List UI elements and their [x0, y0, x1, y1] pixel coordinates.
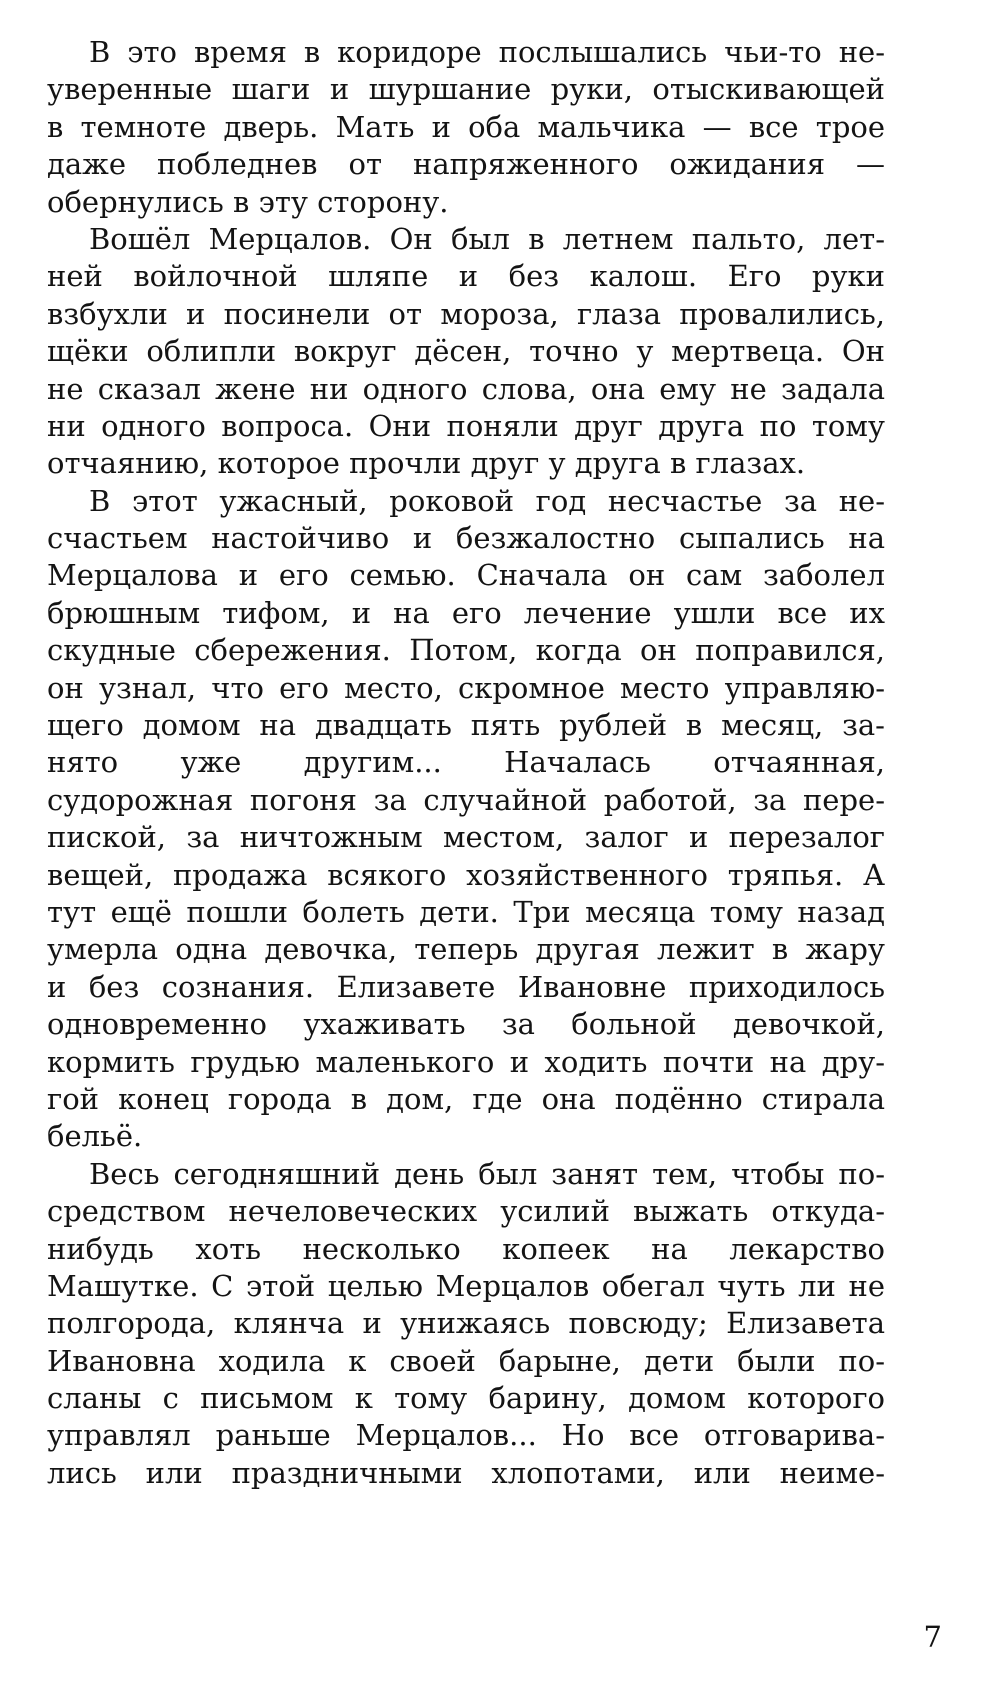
- paragraph-4: [47, 1156, 885, 1493]
- text-line: гой конец города в дом, где она подённо стирала: [47, 1081, 885, 1116]
- text-line: вещей, продажа всякого хозяйственного тряпья. А: [47, 857, 885, 892]
- text-line: умерла одна девочка, теперь другая лежит в жару: [47, 932, 885, 967]
- text-line: щёки облипли вокруг дёсен, точно у мертвеца. Он: [47, 334, 885, 369]
- text-line: кормить грудью маленького и ходить почти на дру-: [47, 1044, 885, 1079]
- text-line: и без сознания. Елизавете Ивановне приходилось: [47, 969, 885, 1004]
- text-line: Мерцалова и его семью. Сначала он сам заболел: [47, 558, 885, 593]
- text-line: пиской, за ничтожным местом, залог и перезалог: [47, 820, 885, 855]
- paragraph-1: [47, 34, 885, 221]
- page-text: [47, 34, 885, 1492]
- text-line: ни одного вопроса. Они поняли друг друга по тому: [47, 408, 885, 443]
- text-line: одновременно ухаживать за больной девочкой,: [47, 1007, 885, 1042]
- text-line: в темноте дверь. Мать и оба мальчика — все трое: [47, 109, 885, 144]
- text-line: брюшным тифом, и на его лечение ушли все их: [47, 595, 885, 630]
- text-line: судорожная погоня за случайной работой, за пере-: [47, 782, 885, 817]
- text-line: нибудь хоть несколько копеек на лекарство: [47, 1231, 885, 1266]
- text-line: сланы с письмом к тому барину, домом которого: [47, 1381, 885, 1416]
- text-line: счастьем настойчиво и безжалостно сыпались на: [47, 521, 885, 556]
- page-number: 7: [923, 1620, 942, 1654]
- text-line: он узнал, что его место, скромное место управляю-: [47, 670, 885, 705]
- text-line: скудные сбережения. Потом, когда он поправился,: [47, 633, 885, 668]
- text-line: лись или праздничными хлопотами, или неиме-: [47, 1455, 885, 1490]
- text-line: полгорода, клянча и унижаясь повсюду; Елизавета: [47, 1306, 885, 1341]
- text-line: ней войлочной шляпе и без калош. Его руки: [47, 259, 885, 294]
- text-line: не сказал жене ни одного слова, она ему не задала: [47, 371, 885, 406]
- text-line: управлял раньше Мерцалов... Но все отговарива-: [47, 1418, 885, 1453]
- text-line: Вошёл Мерцалов. Он был в летнем пальто, лет-: [89, 221, 885, 256]
- text-line: В это время в коридоре послышались чьи-то не-: [89, 35, 885, 69]
- text-line: обернулись в эту сторону.: [47, 184, 449, 219]
- text-line: Машутке. С этой целью Мерцалов обегал чуть ли не: [47, 1268, 885, 1303]
- text-line: взбухли и посинели от мороза, глаза провалились,: [47, 296, 885, 331]
- text-line: отчаянию, которое прочли друг у друга в глазах.: [47, 446, 806, 481]
- text-line: Ивановна ходила к своей барыне, дети были по-: [47, 1343, 885, 1378]
- text-line: бельё.: [47, 1119, 143, 1154]
- paragraph-3: [47, 483, 885, 1156]
- text-line: тут ещё пошли болеть дети. Три месяца тому назад: [47, 894, 885, 929]
- text-line: даже побледнев от напряженного ожидания —: [47, 147, 885, 182]
- text-line: В этот ужасный, роковой год несчастье за не-: [89, 483, 885, 518]
- text-line: средством нечеловеческих усилий выжать откуда-: [47, 1194, 885, 1229]
- text-line: нято уже другим... Началась отчаянная,: [47, 745, 885, 780]
- paragraph-2: [47, 221, 885, 483]
- text-line: уверенные шаги и шуршание руки, отыскивающей: [47, 72, 885, 107]
- text-line: щего домом на двадцать пять рублей в месяц, за-: [47, 708, 885, 743]
- text-line: Весь сегодняшний день был занят тем, чтобы по-: [89, 1156, 885, 1191]
